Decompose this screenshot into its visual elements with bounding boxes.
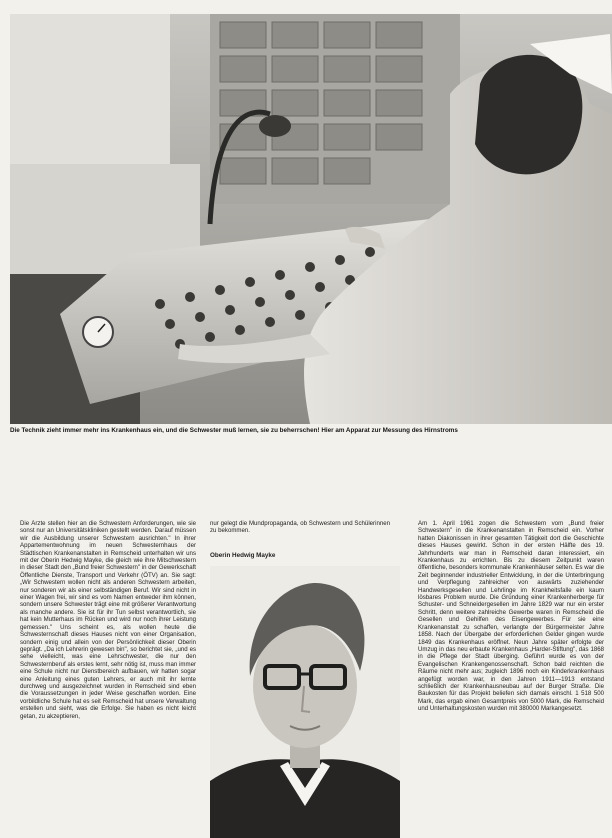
article-text-2: nur gelegt die Mundpropaganda, ob Schwestern und Schülerinnen zu bekommen. bbox=[210, 520, 390, 535]
portrait-photo bbox=[210, 566, 400, 838]
article-text-3: Am 1. April 1961 zogen die Schwestern vom „Bund freier Schwestern" in die Krankenanstalten in Remscheid ein. Vorher hatten Diakonissen in ihrer gesamten Tätigkeit dort die Geschichte dieses Hauses gewirkt. Schon in der ersten Hälfte des 19. Jahrhunderts war man in Remscheid daran interessiert, ein Krankenhaus zu errichten. Bis zu diesem Zeitpunkt waren öffentliche, besonders kommunale Krankenhäuser selten. Es war die Zeit beginnender industrieller Entwicklung, in der die Unterbringung und Verpflegung zahlreicher von auswärts zuziehender Handwerksgesellen und Lehrlinge im Krankheitsfalle ein kaum lösbares Problem wurde. Die Gründung einer Krankenherberge für Schuster- und Schneidergesellen im Jahre 1829 war nur ein erster Schritt, denn weitere zahlreiche Gewerbe waren in Remscheid die Gesellen und Gehilfen des Eisengewerbes. Für sie eine Krankenanstalt zu schaffen, verlangte der Bürgermeister Jahre 1858. Nach der Übergabe der erforderlichen Gelder gingen wurde 1849 das Krankenhaus eröffnet. Neun Jahre später erfolgte der Umzug in das neu erbaute Krankenhaus „Harder-Stiftung", das 1868 in die Pflege der Stadt überging. Geführt wurde es von der Evangelischen Krankengenossenschaft. Schon bald reichten die Räume nicht mehr aus; zugleich 1896 noch ein Kinderkrankenhaus angefügt worden war, in den Jahren 1911—1913 entstand schließlich der Krankenhausneubau auf der Burger Straße. Die Baukosten für das Projekt beliefen sich damals einschl. 1 518 500 Mark, das ergab einen Gesamtpreis von 5000 Mark, die Remscheid und Unterhaltungskosten wurden mit 380000 Markangesetzt. bbox=[418, 520, 604, 713]
portrait-caption: Oberin Hedwig Mayke bbox=[210, 552, 276, 559]
article-column-1 bbox=[20, 520, 196, 838]
article-column-2 bbox=[210, 520, 390, 556]
oberin-portrait bbox=[210, 566, 400, 838]
photo-caption: Die Technik zieht immer mehr ins Krankenhaus ein, und die Schwester muß lernen, sie zu beherrschen! Hier am Apparat zur Messung des Hirnstroms bbox=[10, 427, 458, 434]
article-column-3 bbox=[418, 520, 604, 838]
article-text-1: Die Ärzte stellen hier an die Schwestern Anforderungen, wie sie sonst nur an Universitätskliniken gestellt werden. Darauf müssen wir die Ausbildung unserer Schwestern ausrichten." In ihrer Appartementwohnung im neuen Schwesternhaus der Städtischen Krankenanstalten in Remscheid unterhalten wir uns mit der Oberin Hedwig Mayke, die gleich wie ihre Mitschwestern in dieser Stadt den „Bund freier Schwestern" in der Gewerkschaft Öffentliche Dienste, Transport und Verkehr (ÖTV) an. Sie sagt: „Wir Schwestern wollen nicht als anderen Schwestern arbeiten, nur sonderen wir als einer selbständigen Beruf. Wir sind nicht in einer Wagen frei, wir sind es vom Namen entweder ihm können, sondern unsere Schwester trägt eine mit größerer Verantwortung als manche andere. Sie ist für ihr Tun selbst verantwortlich, sie hat kein Mutterhaus im Rücken und wird nur noch ihrer Leistung gemessen." Uns scheint es, als wollen heute die Schwesternschaft dieses Hauses nicht von einer Organisation, sondern einig und allein von der Persönlichkeit dieser Oberin geprägt. „Da ich Lehrerin gewesen bin", so berichtet sie, „und es sehe vielleicht, was eine Lehrschwester, die nur den Schwesternberuf als erstes lernt, sehr nötig ist, muss man immer eine Schule nicht nur Dienstbereich aufbauen, wir hatten sogar eine Anleitung eines guten Lehrers, er auch mit ihr lernte durchweg und ausgezeichnet wurden in Remscheid sind eben die Voraussetzungen in jeder Weise geschaffen worden. Eine vorbildliche Schule hat es seit Remscheid hat unsere Verwaltung erstellen und sieht, was die Erfolge. Sie haben es nicht leicht getan, zu akzeptieren, bbox=[20, 520, 196, 720]
eeg-apparatus-photo bbox=[10, 14, 612, 424]
main-photo bbox=[10, 14, 612, 424]
